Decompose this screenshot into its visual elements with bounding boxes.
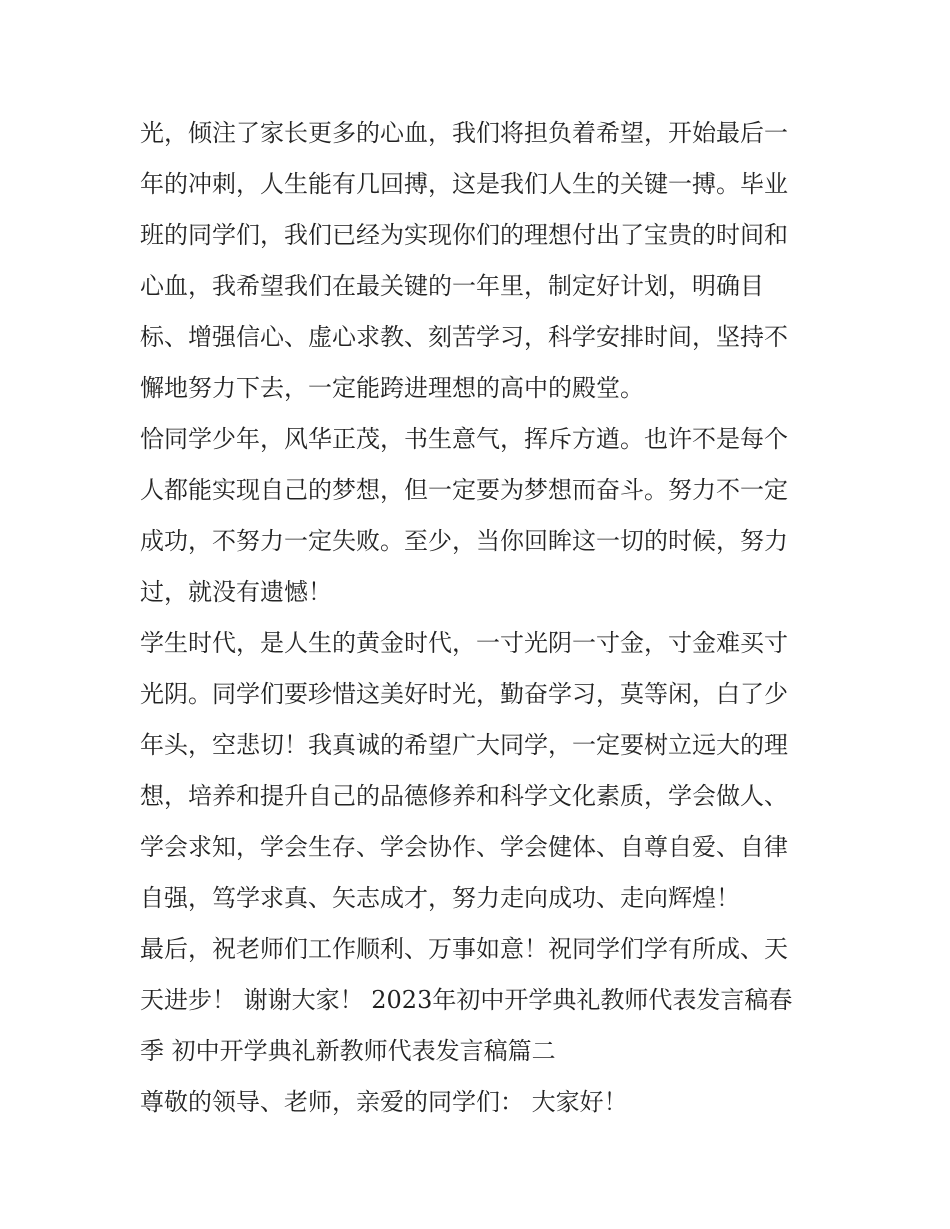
text-line-19: 季 初中开学典礼新教师代表发言稿篇二: [140, 1037, 556, 1065]
text-line-8: 人都能实现自己的梦想，但一定要为梦想而奋斗。努力不一定: [140, 476, 788, 504]
text-line-18: 天进步！ 谢谢大家！ 2023年初中开学典礼教师代表发言稿春: [140, 986, 793, 1014]
text-line-11: 学生时代，是人生的黄金时代，一寸光阴一寸金，寸金难买寸: [140, 629, 788, 657]
text-line-15: 学会求知，学会生存、学会协作、学会健体、自尊自爱、自律: [140, 833, 788, 861]
text-line-6: 懈地努力下去，一定能跨进理想的高中的殿堂。: [140, 374, 644, 402]
text-line-12: 光阴。同学们要珍惜这美好时光，勤奋学习，莫等闲，白了少: [140, 680, 788, 708]
text-line-3: 班的同学们，我们已经为实现你们的理想付出了宝贵的时间和: [140, 221, 788, 249]
text-line-1: 光，倾注了家长更多的心血，我们将担负着希望，开始最后一: [140, 119, 788, 147]
text-line-17: 最后，祝老师们工作顺利、万事如意！祝同学们学有所成、天: [140, 935, 788, 963]
text-line-7: 恰同学少年，风华正茂，书生意气，挥斥方遒。也许不是每个: [140, 425, 788, 453]
document-body: [140, 108, 830, 1128]
text-line-14: 想，培养和提升自己的品德修养和科学文化素质，学会做人、: [140, 782, 788, 810]
text-line-5: 标、增强信心、虚心求教、刻苦学习，科学安排时间，坚持不: [140, 323, 788, 351]
text-line-2: 年的冲刺，人生能有几回搏，这是我们人生的关键一搏。毕业: [140, 170, 788, 198]
text-line-20: 尊敬的领导、老师，亲爱的同学们： 大家好！: [140, 1088, 628, 1116]
text-line-16: 自强，笃学求真、矢志成才，努力走向成功、走向辉煌！: [140, 884, 740, 912]
text-line-10: 过，就没有遗憾！: [140, 578, 332, 606]
text-line-9: 成功，不努力一定失败。至少，当你回眸这一切的时候，努力: [140, 527, 788, 555]
text-line-13: 年头，空悲切！我真诚的希望广大同学，一定要树立远大的理: [140, 731, 788, 759]
text-line-4: 心血，我希望我们在最关键的一年里，制定好计划，明确目: [140, 272, 764, 300]
